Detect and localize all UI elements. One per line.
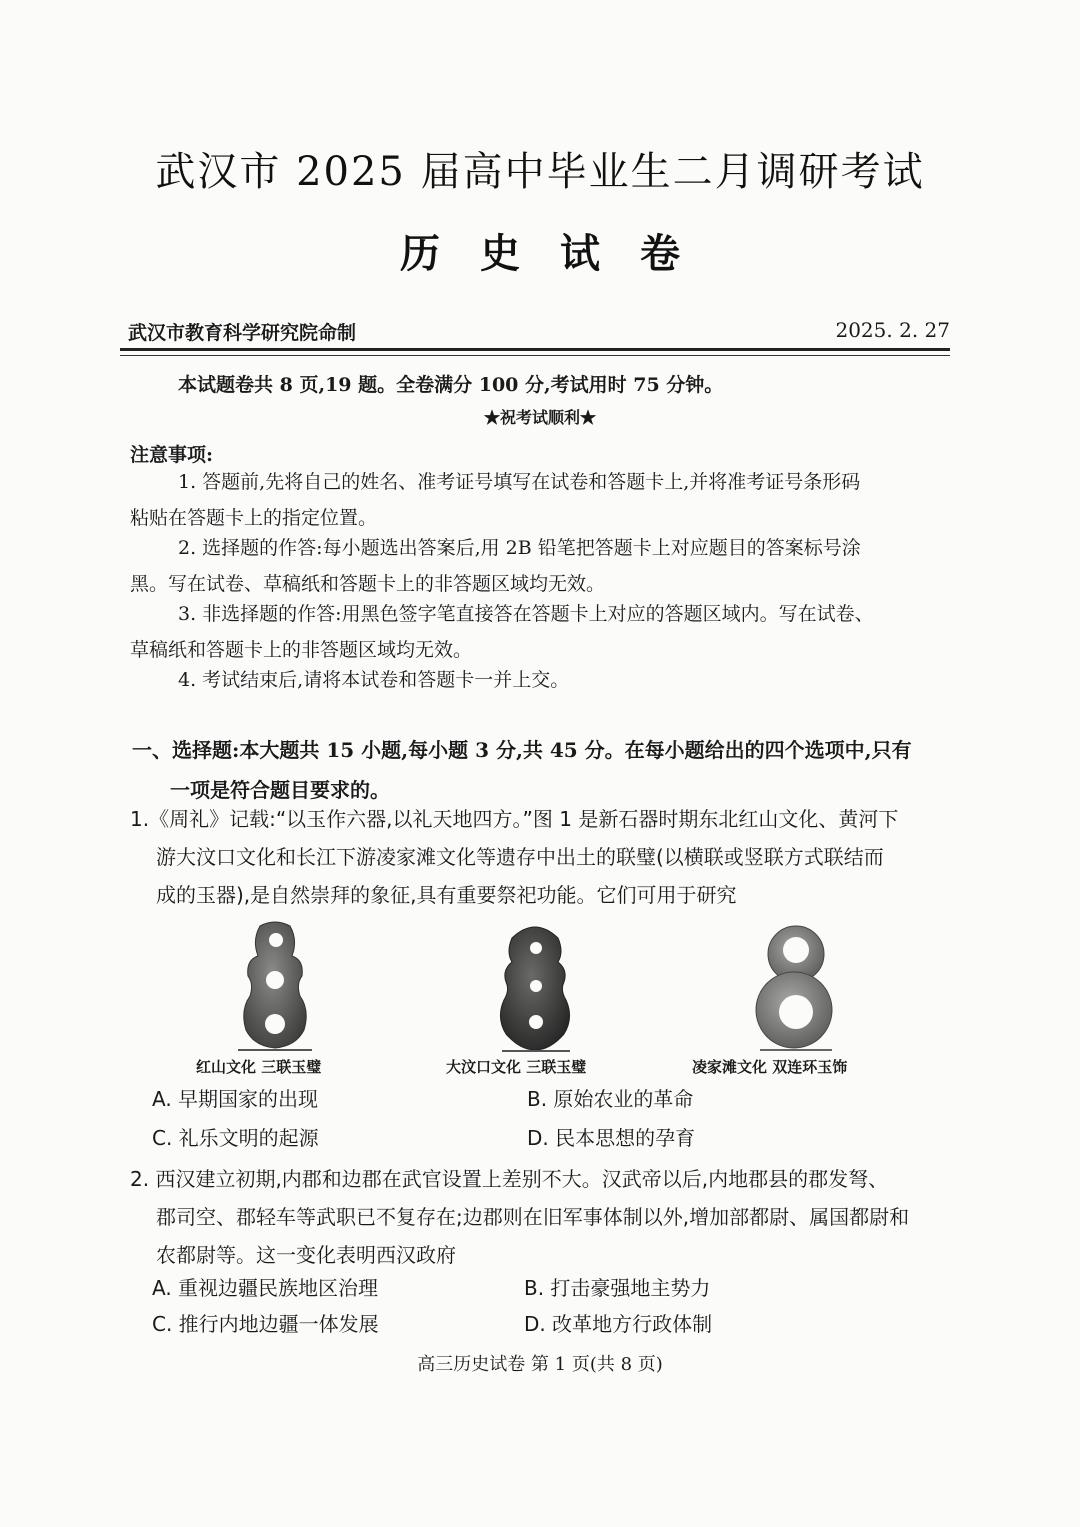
option-b[interactable]: B. 原始农业的革命 — [527, 1087, 694, 1111]
section-line: 一项是符合题目要求的。 — [170, 778, 390, 802]
note-item-1 — [130, 464, 950, 536]
header-rule-thick — [120, 348, 950, 351]
note-item-2 — [130, 530, 950, 602]
note-line: 2. 选择题的作答:每小题选出答案后,用 2B 铅笔把答题卡上对应题目的答案标号涂 — [178, 537, 861, 559]
option-a[interactable]: A. 早期国家的出现 — [152, 1087, 319, 1111]
section-heading — [132, 730, 952, 810]
option-a[interactable]: A. 重视边疆民族地区治理 — [152, 1276, 379, 1300]
note-line: 1. 答题前,先将自己的姓名、准考证号填写在试卷和答题卡上,并将准考证号条形码 — [178, 471, 861, 493]
exam-title: 武汉市 2025 届高中毕业生二月调研考试 — [155, 149, 925, 195]
good-luck-banner: ★祝考试顺利★ — [483, 408, 596, 427]
question-line: 1.《周礼》记载:“以玉作六器,以礼天地四方。”图 1 是新石器时期东北红山文化、黄河下 — [130, 807, 899, 831]
publisher: 武汉市教育科学研究院命制 — [128, 322, 357, 344]
question-line: 郡司空、郡轻车等武职已不复存在;边郡则在旧军事体制以外,增加部都尉、属国都尉和 — [156, 1205, 910, 1229]
section-line: 一、选择题:本大题共 15 小题,每小题 3 分,共 45 分。在每小题给出的四个选项中,只有 — [132, 738, 912, 762]
note-item-4 — [130, 662, 950, 698]
question-1 — [130, 800, 950, 914]
note-item-3 — [130, 596, 950, 668]
question-line: 成的玉器),是自然崇拜的象征,具有重要祭祀功能。它们可用于研究 — [156, 883, 737, 907]
question-2 — [130, 1160, 950, 1274]
note-line: 3. 非选择题的作答:用黑色签字笔直接答在答题卡上对应的答题区域内。写在试卷、 — [178, 603, 874, 625]
subject-title: 历史试卷 — [400, 231, 720, 277]
figure-caption: 红山文化 三联玉璧 — [196, 1058, 322, 1076]
note-line: 黑。写在试卷、草稿纸和答题卡上的非答题区域均无效。 — [130, 573, 606, 595]
header-rule-thin — [120, 355, 950, 356]
figure-caption: 凌家滩文化 双连环玉饰 — [692, 1058, 848, 1076]
jade-double-ring-icon — [750, 918, 840, 1053]
notes-heading: 注意事项: — [130, 444, 214, 466]
note-line: 草稿纸和答题卡上的非答题区域均无效。 — [130, 639, 473, 661]
exam-summary: 本试题卷共 8 页,19 题。全卷满分 100 分,考试用时 75 分钟。 — [178, 374, 724, 396]
question-line: 农都尉等。这一变化表明西汉政府 — [156, 1243, 456, 1267]
question-line: 2. 西汉建立初期,内郡和边郡在武官设置上差别不大。汉武帝以后,内地郡县的郡发弩、 — [130, 1167, 889, 1191]
option-c[interactable]: C. 礼乐文明的起源 — [152, 1126, 319, 1150]
page-footer: 高三历史试卷 第 1 页(共 8 页) — [417, 1354, 663, 1375]
option-c[interactable]: C. 推行内地边疆一体发展 — [152, 1312, 379, 1336]
question-line: 游大汶口文化和长江下游凌家滩文化等遗存中出土的联璧(以横联或竖联方式联结而 — [156, 845, 884, 869]
option-d[interactable]: D. 改革地方行政体制 — [524, 1312, 713, 1336]
option-b[interactable]: B. 打击豪强地主势力 — [524, 1276, 711, 1300]
note-line: 4. 考试结束后,请将本试卷和答题卡一并上交。 — [178, 669, 570, 691]
jade-triple-disc-icon — [230, 918, 320, 1053]
jade-triple-disc-icon — [490, 918, 580, 1053]
note-line: 粘贴在答题卡上的指定位置。 — [130, 507, 378, 529]
figure-caption: 大汶口文化 三联玉璧 — [446, 1058, 587, 1076]
exam-date: 2025. 2. 27 — [835, 318, 950, 342]
option-d[interactable]: D. 民本思想的孕育 — [527, 1126, 696, 1150]
